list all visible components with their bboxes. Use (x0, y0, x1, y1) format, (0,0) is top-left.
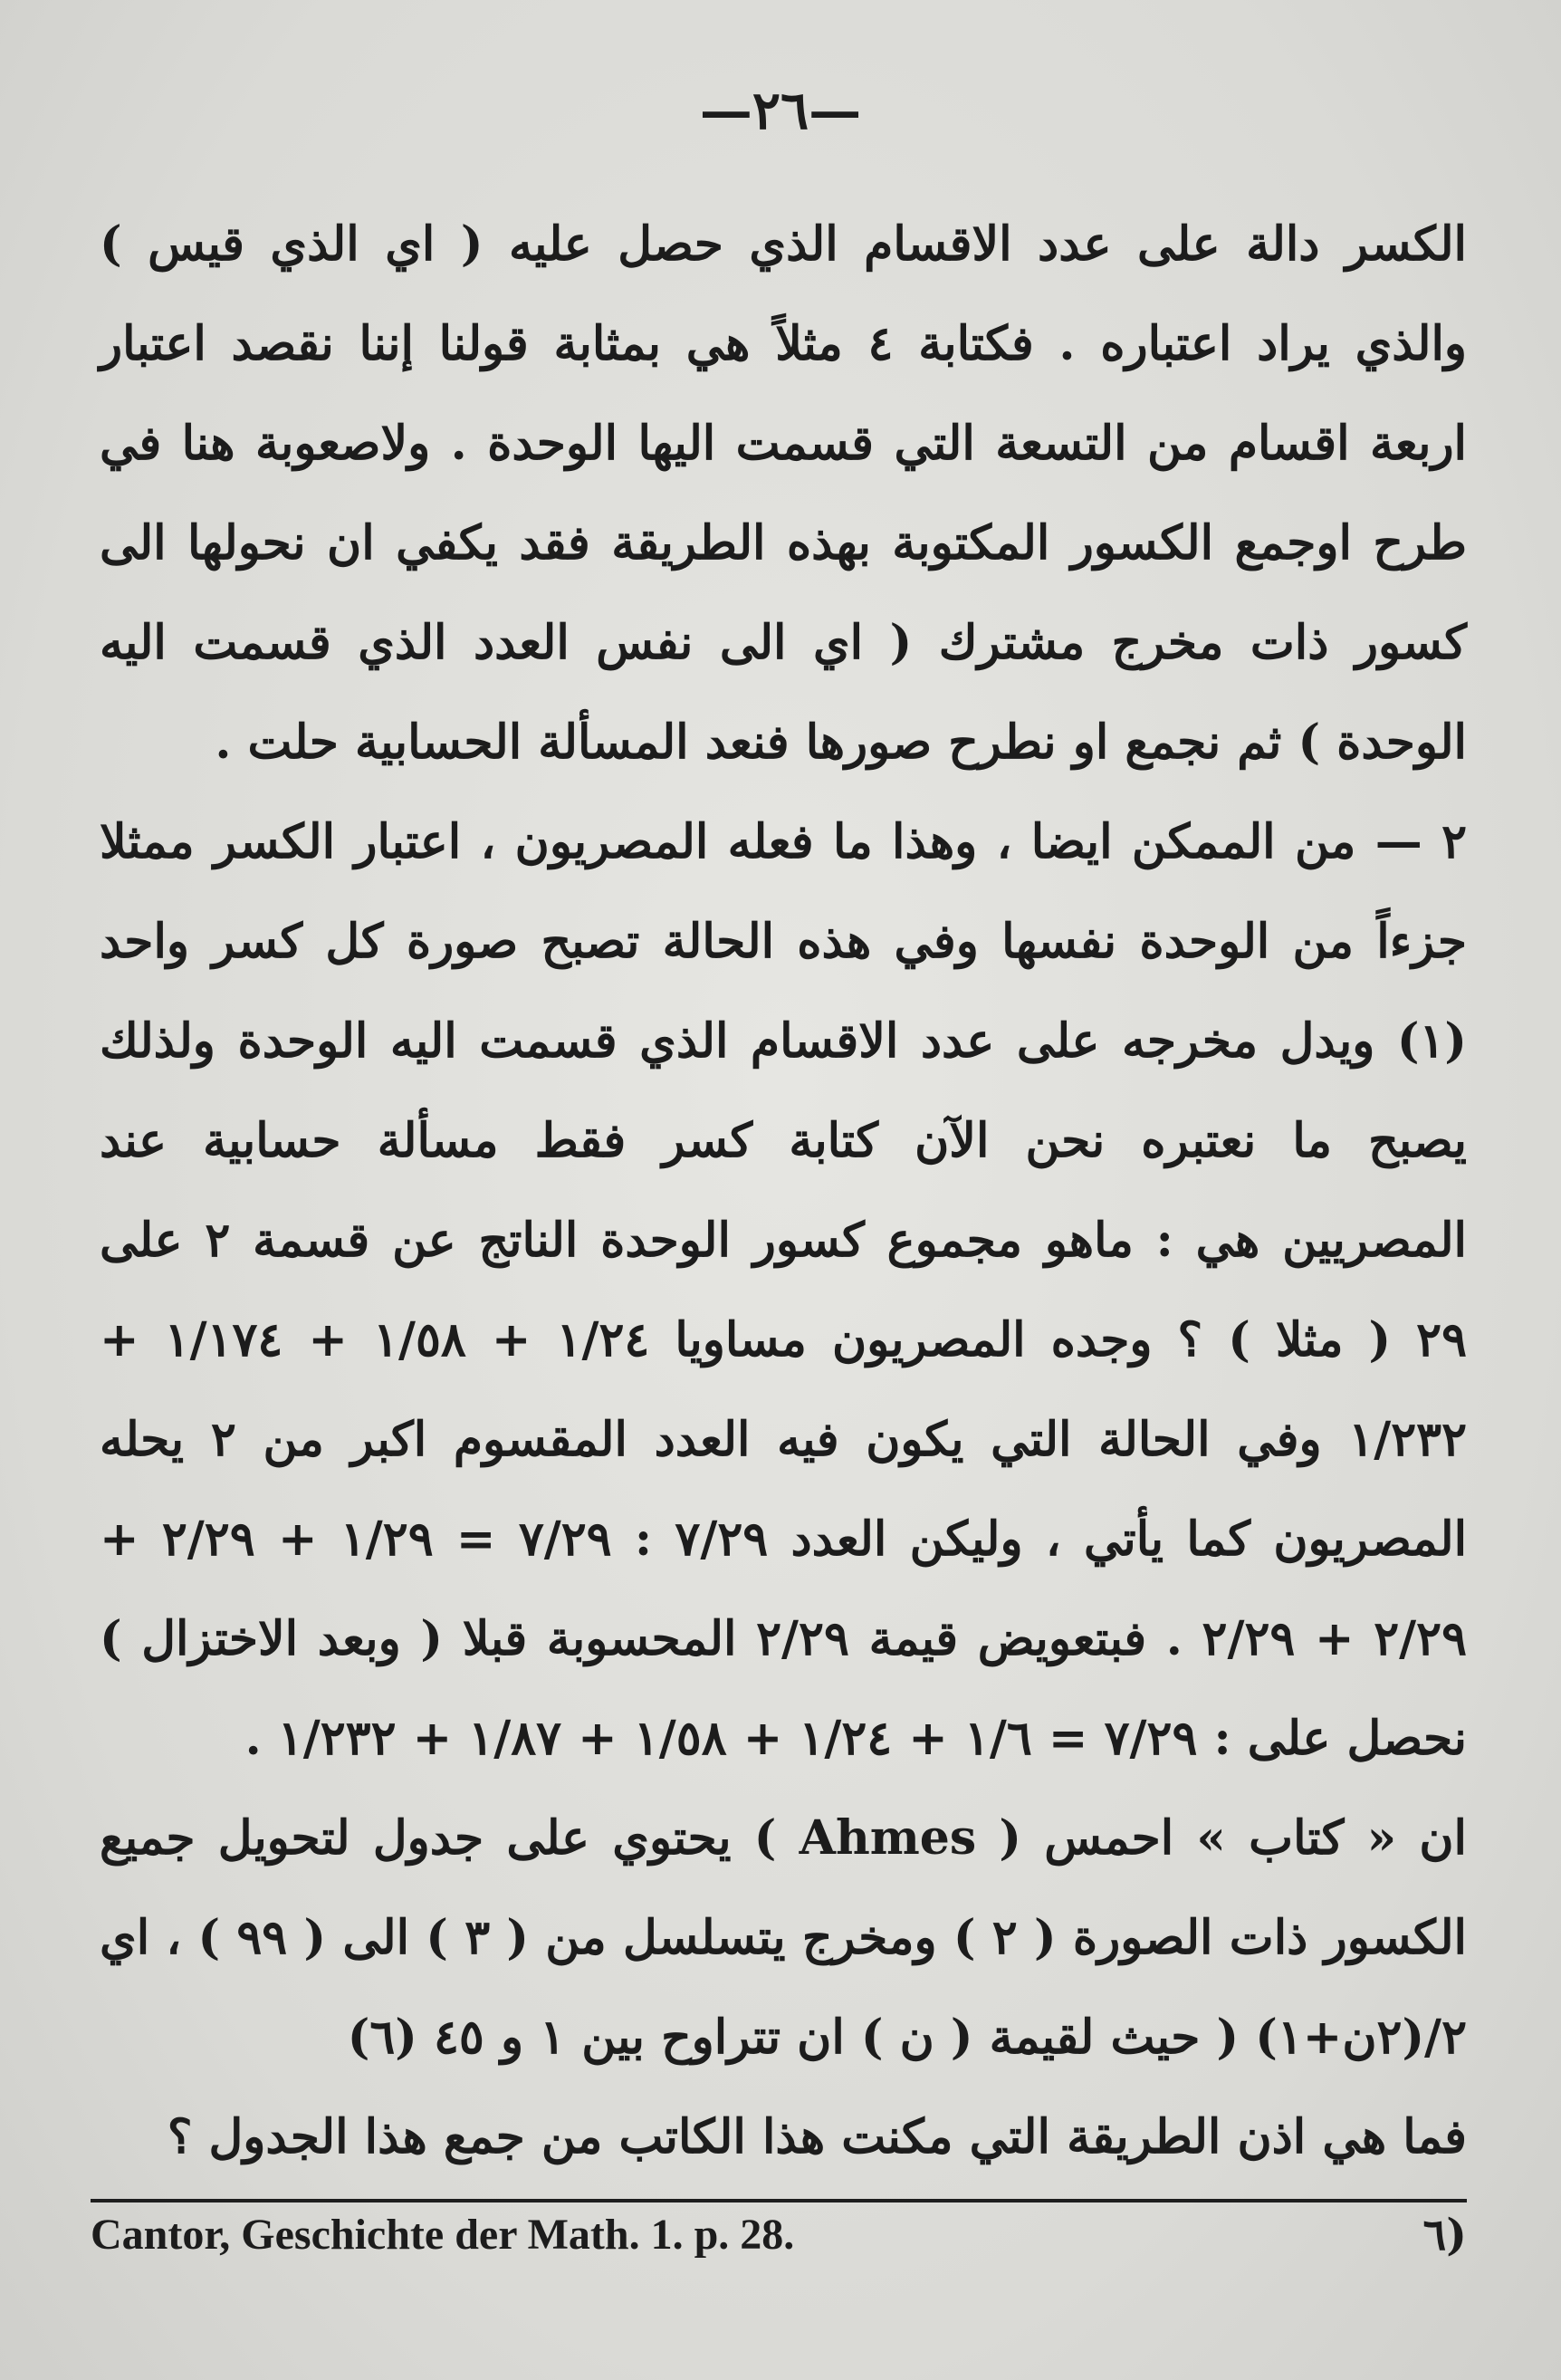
footnote (91, 2210, 1467, 2273)
body-text (100, 195, 1467, 2187)
paragraph-1: الكسر دالة على عدد الاقسام الذي حصل عليه ( اي الذي قيس ) والذي يراد اعتباره . فكتابة ٤ مثلاً هي بمثابة قولنا إننا نقصد اعتبار اربعة اقسام من التسعة التي قسمت اليها الوحدة . ولاصعوبة هنا في طرح اوجمع الكسور المكتوبة بهذه الطريقة فقد يكفي ان نحولها الى كسور ذات مخرج مشترك ( اي الى نفس العدد الذي قسمت اليه الوحدة ) ثم نجمع او نطرح صورها فنعد المسألة الحسابية حلت . (100, 216, 1467, 770)
paragraph-4: فما هي اذن الطريقة التي مكنت هذا الكاتب من جمع هذا الجدول ؟ (167, 2109, 1467, 2164)
footnote-divider (91, 2199, 1467, 2202)
footnote-marker: (٦ (1422, 2210, 1467, 2260)
paragraph-2: ٢ — من الممكن ايضا ، وهذا ما فعله المصريون ، اعتبار الكسر ممثلا جزءاً من الوحدة نفسها وفي هذه الحالة تصبح صورة كل كسر واحد (١) ويدل مخرجه على عدد الاقسام الذي قسمت اليه الوحدة ولذلك يصبح ما نعتبره نحن الآن كتابة كسر فقط مسألة حسابية عند المصريين هي : ماهو مجموع كسور الوحدة الناتج عن قسمة ٢ على ٢٩ ( مثلا ) ؟ وجده المصريون مساويا ١/٢٤ + ١/٥٨ + ١/١٧٤ + ١/٢٣٢ وفي الحالة التي يكون فيه العدد المقسوم اكبر من ٢ يحله المصريون كما يأتي ، وليكن العدد ٧/٢٩ : ٧/٢٩ = ١/٢٩ + ٢/٢٩ + ٢/٢٩ + ٢/٢٩ . فبتعويض قيمة ٢/٢٩ المحسوبة قبلا ( وبعد الاختزال ) نحصل على : ٧/٢٩ = ١/٦ + ١/٢٤ + ١/٥٨ + ١/٨٧ + ١/٢٣٢ . (100, 814, 1468, 1766)
page-number: —٢٦— (699, 80, 862, 141)
footnote-citation: Cantor, Geschichte der Math. 1. p. 28. (91, 2211, 795, 2259)
paragraph-3: ان « كتاب » احمس ( Ahmes ) يحتوي على جدول لتحويل جميع الكسور ذات الصورة ( ٢ ) ومخرج يتسلسل من ( ٣ ) الى ( ٩٩ ) ، اي ٢/(٢ن+١) ( حيث لقيمة ( ن ) ان تتراوح بين ١ و ٤٥ (٦) (100, 1810, 1467, 2065)
